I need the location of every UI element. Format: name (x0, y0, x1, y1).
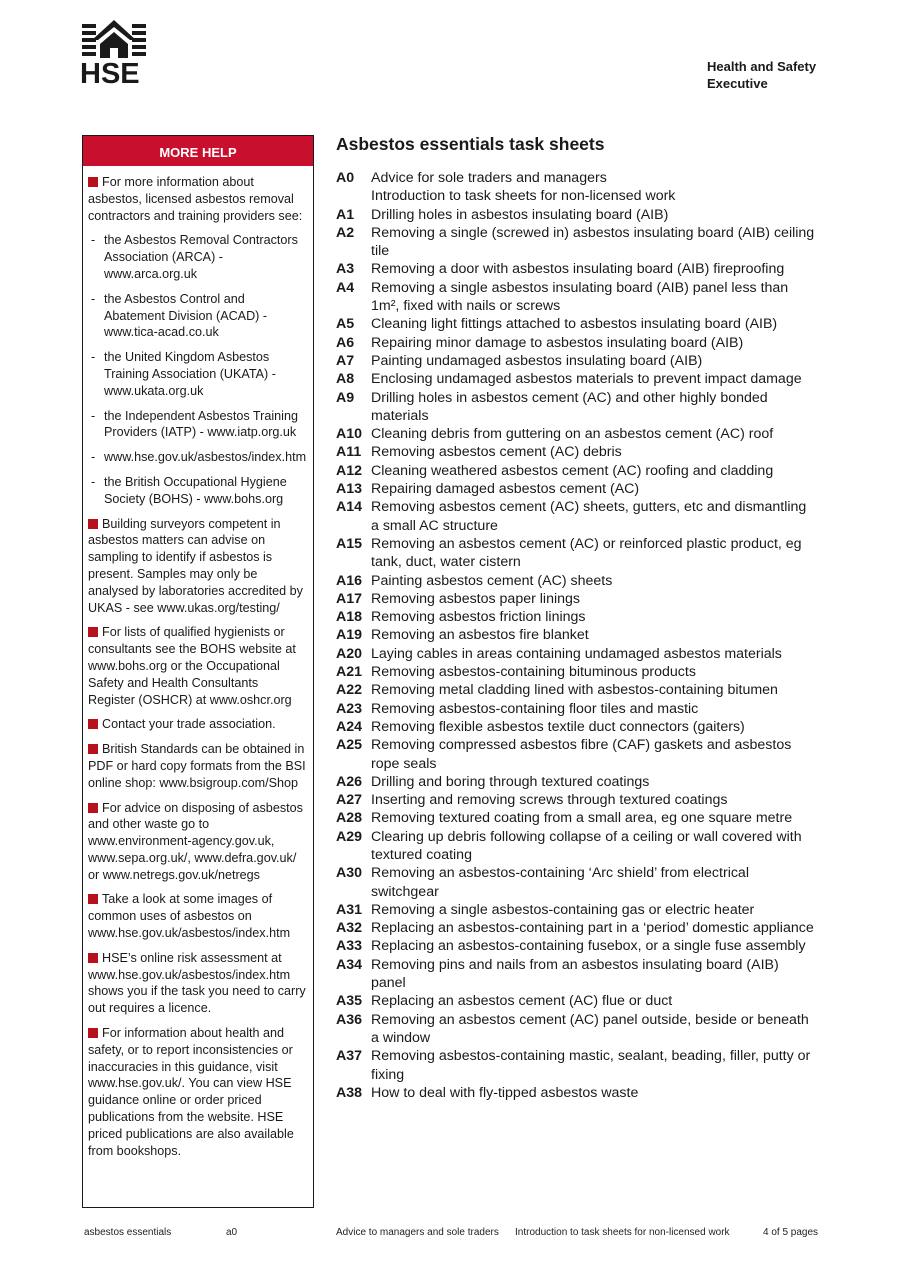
task-description[interactable]: Removing an asbestos-containing ‘Arc shield’ from electrical switchgear (371, 865, 749, 900)
task-description[interactable]: Removing compressed asbestos fibre (CAF) gaskets and asbestos rope seals (371, 737, 792, 772)
task-row (336, 535, 816, 572)
task-code: A9 (336, 389, 355, 406)
help-paragraph (88, 741, 308, 791)
task-description[interactable]: Painting undamaged asbestos insulating board (AIB) (371, 352, 703, 369)
task-row (336, 1047, 816, 1084)
task-list (336, 169, 816, 1102)
task-row (336, 681, 816, 699)
square-bullet-icon (88, 744, 98, 754)
task-description[interactable]: Drilling holes in asbestos insulating board (AIB) (371, 206, 669, 223)
task-row (336, 224, 816, 261)
task-code: A30 (336, 865, 363, 882)
task-row (336, 462, 816, 480)
task-row (336, 389, 816, 426)
task-row (336, 480, 816, 498)
help-text: HSE’s online risk assessment at www.hse.gov.uk/asbestos/index.htm shows you if the task you need to carry out requires a licence. (88, 950, 306, 1016)
task-code: A5 (336, 316, 355, 333)
task-row (336, 572, 816, 590)
help-text: Building surveyors competent in asbestos matters can advise on sampling to identify if asbestos is present. Samples may only be analysed by laboratories accredited by UKAS - see www.ukas.org/testing/ (88, 516, 303, 615)
task-row (336, 828, 816, 865)
task-row (336, 919, 816, 937)
task-description[interactable]: Repairing damaged asbestos cement (AC) (371, 481, 640, 498)
page-title: Asbestos essentials task sheets (336, 134, 605, 154)
footer-series: asbestos essentials (84, 1227, 172, 1238)
task-row (336, 187, 816, 205)
task-row (336, 864, 816, 901)
task-row (336, 626, 816, 644)
task-code: A24 (336, 718, 363, 735)
task-description[interactable]: Laying cables in areas containing undamaged asbestos materials (371, 645, 782, 662)
task-code: A27 (336, 792, 363, 809)
task-code (336, 187, 371, 205)
task-row (336, 352, 816, 370)
help-text: British Standards can be obtained in PDF or hard copy formats from the BSI online shop: www.bsigroup.com/Shop (88, 742, 306, 790)
help-text: For advice on disposing of asbestos and other waste go to www.environment-agency.gov.uk, www.sepa.org.uk/, www.defra.gov.uk/ or www.netregs.gov.uk/netregs (88, 800, 303, 882)
task-row (336, 260, 816, 278)
task-row (336, 956, 816, 993)
task-row (336, 937, 816, 955)
task-code: A18 (336, 609, 363, 626)
task-description[interactable]: Removing asbestos cement (AC) sheets, gutters, etc and dismantling a small AC structure (371, 499, 807, 534)
task-row (336, 718, 816, 736)
task-code: A2 (336, 224, 355, 241)
task-description[interactable]: Removing asbestos cement (AC) debris (371, 444, 622, 461)
help-paragraph (88, 1025, 308, 1159)
task-row (336, 700, 816, 718)
help-paragraph (88, 624, 308, 708)
task-row (336, 425, 816, 443)
task-description[interactable]: Replacing an asbestos-containing part in a ‘period’ domestic appliance (371, 920, 814, 937)
help-link-item[interactable]: - the British Occupational Hygiene Society (BOHS) - www.bohs.org (88, 474, 308, 508)
task-code: A10 (336, 426, 363, 443)
task-description[interactable]: Removing an asbestos fire blanket (371, 627, 589, 644)
task-description[interactable]: Removing a single asbestos-containing gas or electric heater (371, 901, 755, 918)
square-bullet-icon (88, 519, 98, 529)
help-link-item[interactable]: - the Asbestos Control and Abatement Division (ACAD) - www.tica-acad.co.uk (88, 291, 308, 341)
task-code: A33 (336, 938, 363, 955)
help-intro: For more information about asbestos, licensed asbestos removal contractors and training providers see: (88, 175, 303, 223)
task-code: A23 (336, 700, 363, 717)
square-bullet-icon (88, 953, 98, 963)
square-bullet-icon (88, 1028, 98, 1038)
task-row (336, 334, 816, 352)
help-paragraph (88, 174, 308, 224)
task-code: A26 (336, 773, 363, 790)
task-code: A31 (336, 901, 363, 918)
task-description[interactable]: Replacing an asbestos-containing fusebox, or a single fuse assembly (371, 938, 806, 955)
task-description[interactable]: Removing a door with asbestos insulating board (AIB) fireproofing (371, 261, 785, 278)
task-description[interactable]: Removing asbestos-containing mastic, sealant, beading, filler, putty or fixing (371, 1048, 811, 1083)
task-description[interactable]: Painting asbestos cement (AC) sheets (371, 572, 613, 589)
task-row (336, 315, 816, 333)
task-code: A37 (336, 1048, 363, 1065)
task-row (336, 590, 816, 608)
task-code: A7 (336, 352, 355, 369)
task-description[interactable]: Removing a single asbestos insulating board (AIB) panel less than 1m², fixed with nails or screws (371, 279, 789, 315)
task-row (336, 992, 816, 1010)
task-code: A4 (336, 279, 355, 296)
task-code: A25 (336, 737, 363, 754)
task-description[interactable]: Drilling and boring through textured coatings (371, 773, 650, 790)
help-link-item[interactable]: - the Independent Asbestos Training Providers (IATP) - www.iatp.org.uk (88, 408, 308, 442)
task-description[interactable]: Removing an asbestos cement (AC) panel outside, beside or beneath a window (371, 1011, 809, 1046)
more-help-body (83, 166, 313, 1159)
help-paragraph (88, 716, 308, 733)
task-description[interactable]: Removing flexible asbestos textile duct connectors (gaiters) (371, 718, 745, 735)
task-code: A15 (336, 535, 363, 552)
square-bullet-icon (88, 719, 98, 729)
task-code: A11 (336, 444, 362, 461)
help-link-item[interactable]: - the United Kingdom Asbestos Training Association (UKATA) - www.ukata.org.uk (88, 349, 308, 399)
task-description[interactable]: Cleaning debris from guttering on an asbestos cement (AC) roof (371, 426, 774, 443)
task-code: A29 (336, 828, 363, 845)
task-code: A13 (336, 481, 363, 498)
task-description[interactable]: Cleaning light fittings attached to asbestos insulating board (AIB) (371, 316, 778, 333)
org-line-1: Health and Safety (707, 59, 817, 74)
task-description[interactable]: Removing asbestos paper linings (371, 590, 580, 607)
task-row (336, 608, 816, 626)
task-code: A21 (336, 664, 363, 681)
task-code: A16 (336, 572, 363, 589)
help-paragraph (88, 950, 308, 1017)
task-row (336, 443, 816, 461)
footer-sheet: a0 (226, 1227, 238, 1238)
task-code: A34 (336, 956, 363, 973)
task-row (336, 279, 816, 316)
task-description[interactable]: Drilling holes in asbestos cement (AC) and other highly bonded materials (371, 389, 768, 424)
task-description[interactable]: Removing asbestos-containing bituminous products (371, 664, 696, 681)
hse-logo (80, 20, 148, 90)
task-code: A14 (336, 499, 363, 516)
square-bullet-icon (88, 894, 98, 904)
org-line-2: Executive (707, 76, 768, 91)
task-code: A32 (336, 920, 363, 937)
footer-pages: 4 of 5 pages (763, 1227, 819, 1238)
task-code: A3 (336, 261, 355, 278)
task-code: A17 (336, 590, 363, 607)
help-text: Take a look at some images of common uses of asbestos on www.hse.gov.uk/asbestos/index.htm (88, 892, 291, 941)
task-row (336, 1084, 816, 1102)
task-code: A8 (336, 371, 355, 388)
help-text: Contact your trade association. (102, 717, 276, 732)
task-code: A6 (336, 334, 355, 351)
task-code: A28 (336, 810, 363, 827)
square-bullet-icon (88, 627, 98, 637)
help-paragraph (88, 891, 308, 941)
task-row (336, 773, 816, 791)
task-code: A38 (336, 1084, 363, 1101)
task-description[interactable]: Repairing minor damage to asbestos insulating board (AIB) (371, 334, 744, 351)
task-row (336, 169, 816, 187)
task-description[interactable]: Clearing up debris following collapse of a ceiling or wall covered with textured coating (371, 828, 802, 863)
footer-title-1: Advice to managers and sole traders (336, 1227, 499, 1238)
help-paragraph (88, 800, 308, 884)
task-code: A22 (336, 682, 363, 699)
task-code: A19 (336, 627, 363, 644)
task-row (336, 1011, 816, 1048)
task-row (336, 645, 816, 663)
help-paragraph (88, 516, 308, 617)
task-row (336, 206, 816, 224)
hse-logo-icon (80, 20, 148, 60)
task-description[interactable]: How to deal with fly-tipped asbestos waste (371, 1084, 639, 1101)
task-description[interactable]: Advice for sole traders and managers (371, 170, 607, 186)
task-row (336, 809, 816, 827)
task-description[interactable]: Removing textured coating from a small area, eg one square metre (371, 810, 793, 827)
help-link-item[interactable]: - the Asbestos Removal Contractors Association (ARCA) - www.arca.org.uk (88, 232, 308, 282)
task-description[interactable]: Cleaning weathered asbestos cement (AC) roofing and cladding (371, 462, 774, 479)
task-description[interactable]: Removing metal cladding lined with asbestos-containing bitumen (371, 682, 778, 699)
more-help-title: MORE HELP (83, 136, 313, 166)
square-bullet-icon (88, 177, 98, 187)
footer-title-2: Introduction to task sheets for non-licensed work (515, 1227, 730, 1238)
help-link-item[interactable]: - www.hse.gov.uk/asbestos/index.htm (88, 449, 308, 466)
task-code: A1 (336, 206, 355, 223)
task-description[interactable]: Inserting and removing screws through textured coatings (371, 792, 728, 809)
task-description[interactable]: Removing an asbestos cement (AC) or reinforced plastic product, eg tank, duct, water cistern (371, 535, 802, 571)
task-description[interactable]: Removing a single (screwed in) asbestos insulating board (AIB) ceiling tile (371, 224, 815, 260)
task-row (336, 663, 816, 681)
logo-text: HSE (80, 58, 140, 90)
task-description[interactable]: Removing pins and nails from an asbestos insulating board (AIB) panel (371, 956, 779, 992)
square-bullet-icon (88, 803, 98, 813)
task-row (336, 370, 816, 388)
task-code: A12 (336, 462, 363, 479)
task-row (336, 736, 816, 773)
task-code: A20 (336, 645, 363, 662)
org-name (707, 58, 867, 92)
task-code: A36 (336, 1011, 363, 1028)
task-description[interactable]: Replacing an asbestos cement (AC) flue or duct (371, 993, 673, 1010)
task-description[interactable]: Enclosing undamaged asbestos materials to prevent impact damage (371, 371, 802, 388)
help-text: For lists of qualified hygienists or consultants see the BOHS website at www.bohs.org or the Occupational Safety and Health Consultants Register (OSHCR) at www.oshcr.org (88, 625, 296, 707)
task-row (336, 791, 816, 809)
task-description[interactable]: Introduction to task sheets for non-licensed work (371, 188, 676, 205)
task-row (336, 901, 816, 919)
task-sheets-section (336, 132, 816, 1102)
task-code: A35 (336, 993, 363, 1010)
help-text: For information about health and safety, or to report inconsistencies or inaccuracies in this guidance, visit www.hse.gov.uk/. You can view HSE guidance online or order priced publications from the website. HSE priced publications are also available from bookshops. (88, 1026, 294, 1158)
task-row (336, 498, 816, 535)
task-code: A0 (336, 170, 355, 186)
more-help-box (82, 135, 314, 1208)
task-description[interactable]: Removing asbestos-containing floor tiles and mastic (371, 700, 699, 717)
task-description[interactable]: Removing asbestos friction linings (371, 609, 586, 626)
